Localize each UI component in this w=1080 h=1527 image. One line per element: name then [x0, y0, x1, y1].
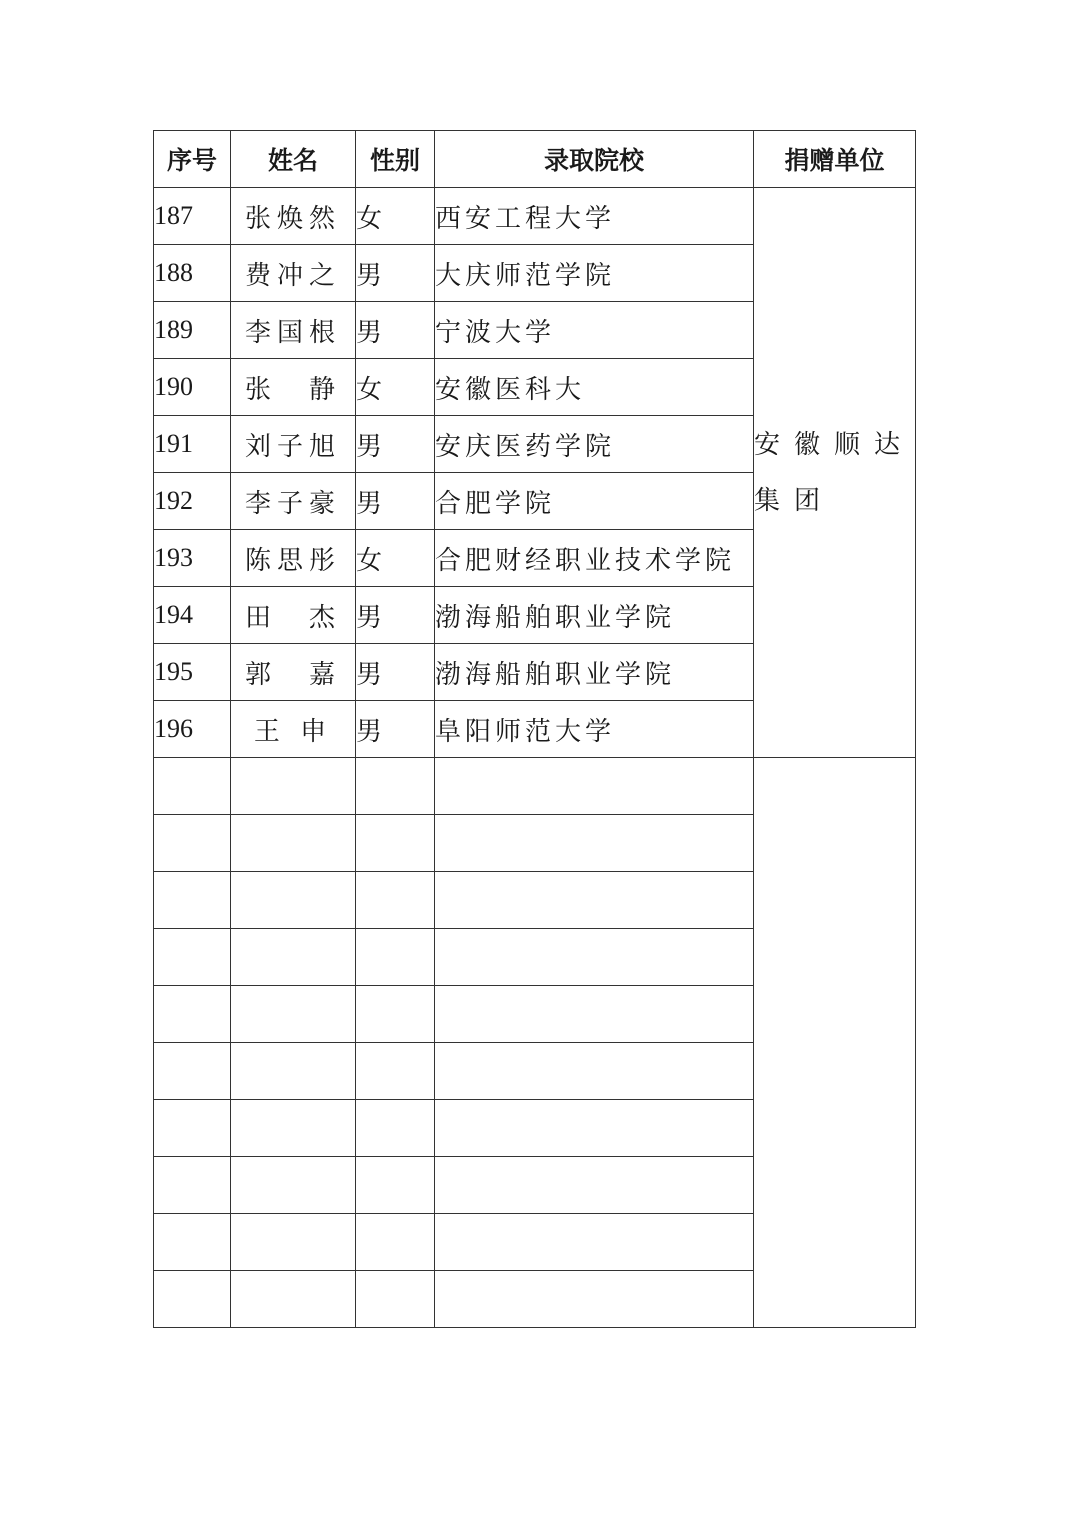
cell-gender: 男	[356, 416, 435, 473]
empty-cell	[231, 872, 356, 929]
header-row	[154, 131, 916, 188]
cell-gender: 男	[356, 701, 435, 758]
cell-school: 宁波大学	[435, 302, 754, 359]
empty-cell	[435, 1100, 754, 1157]
empty-cell	[356, 1100, 435, 1157]
cell-school: 安徽医科大	[435, 359, 754, 416]
empty-cell	[435, 1157, 754, 1214]
empty-cell	[356, 1271, 435, 1328]
empty-donor-cell	[754, 758, 916, 1328]
cell-name: 张 静	[231, 359, 356, 416]
empty-cell	[356, 986, 435, 1043]
cell-index: 189	[154, 302, 231, 359]
cell-school: 西安工程大学	[435, 188, 754, 245]
header-index: 序号	[154, 131, 231, 188]
empty-cell	[356, 1157, 435, 1214]
header-gender: 性别	[356, 131, 435, 188]
empty-cell	[154, 1100, 231, 1157]
cell-name: 田 杰	[231, 587, 356, 644]
empty-cell	[356, 929, 435, 986]
cell-school: 合肥学院	[435, 473, 754, 530]
table-row	[154, 188, 916, 245]
empty-cell	[356, 872, 435, 929]
cell-index: 190	[154, 359, 231, 416]
cell-name: 郭 嘉	[231, 644, 356, 701]
empty-cell	[231, 1157, 356, 1214]
cell-donor-group: 安徽顺达集团	[754, 188, 916, 758]
cell-name: 陈思彤	[231, 530, 356, 587]
cell-gender: 女	[356, 359, 435, 416]
header-donor: 捐赠单位	[754, 131, 916, 188]
empty-cell	[154, 815, 231, 872]
cell-gender: 男	[356, 245, 435, 302]
empty-cell	[435, 986, 754, 1043]
empty-cell	[356, 1214, 435, 1271]
cell-school: 渤海船舶职业学院	[435, 644, 754, 701]
empty-cell	[154, 929, 231, 986]
cell-name: 刘子旭	[231, 416, 356, 473]
cell-school: 大庆师范学院	[435, 245, 754, 302]
empty-cell	[356, 815, 435, 872]
header-school: 录取院校	[435, 131, 754, 188]
empty-cell	[231, 929, 356, 986]
empty-cell	[435, 1271, 754, 1328]
cell-gender: 男	[356, 587, 435, 644]
cell-school: 安庆医药学院	[435, 416, 754, 473]
cell-index: 193	[154, 530, 231, 587]
empty-cell	[154, 1043, 231, 1100]
empty-cell	[356, 1043, 435, 1100]
cell-school: 合肥财经职业技术学院	[435, 530, 754, 587]
cell-name: 李国根	[231, 302, 356, 359]
cell-name: 费冲之	[231, 245, 356, 302]
empty-cell	[154, 872, 231, 929]
empty-cell	[231, 1100, 356, 1157]
empty-cell	[154, 1214, 231, 1271]
cell-index: 196	[154, 701, 231, 758]
empty-cell	[231, 1214, 356, 1271]
empty-row	[154, 758, 916, 815]
empty-cell	[435, 929, 754, 986]
cell-name: 张焕然	[231, 188, 356, 245]
cell-index: 191	[154, 416, 231, 473]
cell-gender: 女	[356, 188, 435, 245]
empty-cell	[231, 815, 356, 872]
empty-cell	[435, 758, 754, 815]
empty-cell	[231, 1271, 356, 1328]
empty-cell	[154, 986, 231, 1043]
empty-cell	[435, 872, 754, 929]
empty-cell	[154, 1157, 231, 1214]
cell-index: 188	[154, 245, 231, 302]
empty-cell	[435, 1214, 754, 1271]
cell-gender: 男	[356, 644, 435, 701]
cell-gender: 男	[356, 473, 435, 530]
cell-school: 渤海船舶职业学院	[435, 587, 754, 644]
empty-cell	[435, 815, 754, 872]
cell-gender: 女	[356, 530, 435, 587]
cell-school: 阜阳师范大学	[435, 701, 754, 758]
cell-gender: 男	[356, 302, 435, 359]
cell-name: 王 申	[231, 701, 356, 758]
scholarship-roster-table	[153, 130, 916, 1328]
empty-cell	[231, 758, 356, 815]
empty-cell	[231, 986, 356, 1043]
cell-index: 187	[154, 188, 231, 245]
header-name: 姓名	[231, 131, 356, 188]
empty-cell	[356, 758, 435, 815]
empty-cell	[154, 758, 231, 815]
cell-index: 195	[154, 644, 231, 701]
cell-index: 194	[154, 587, 231, 644]
empty-cell	[231, 1043, 356, 1100]
empty-cell	[435, 1043, 754, 1100]
cell-index: 192	[154, 473, 231, 530]
cell-name: 李子豪	[231, 473, 356, 530]
empty-cell	[154, 1271, 231, 1328]
